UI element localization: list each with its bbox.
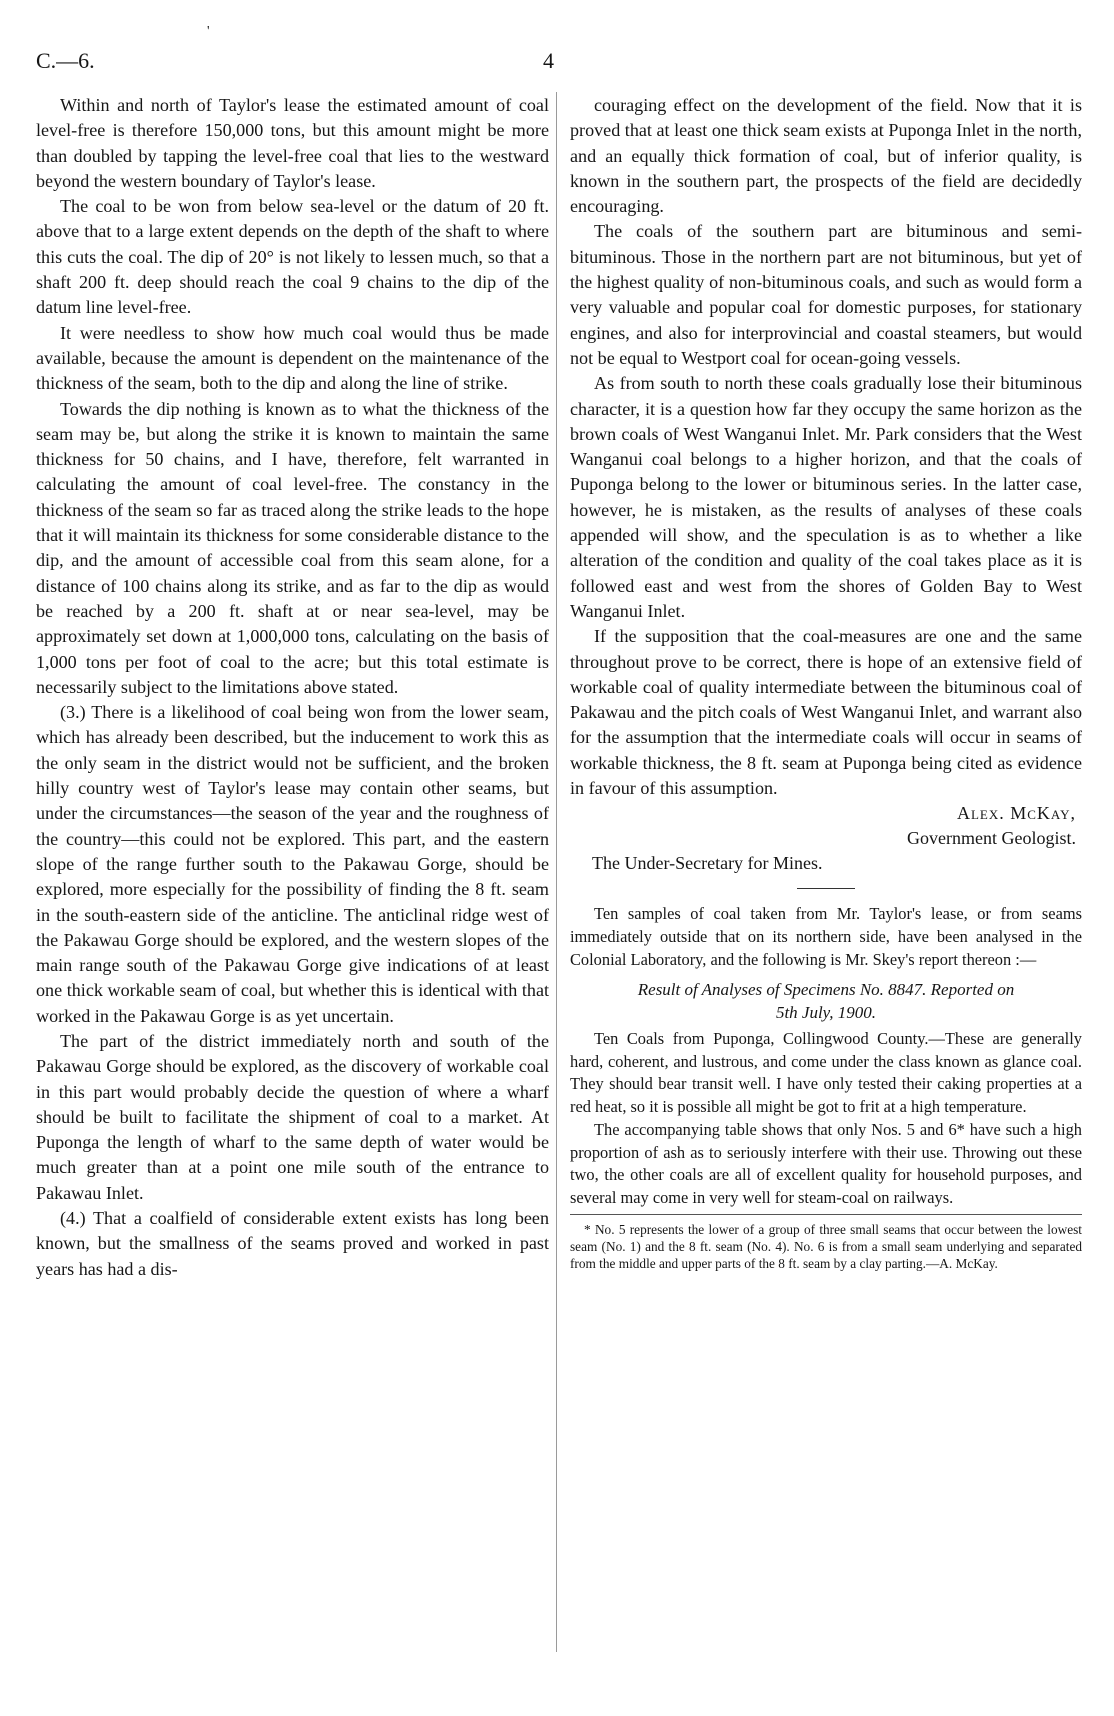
paragraph: If the supposition that the coal-measures are one and the same throughout prove to be correct, there is hope of an extensive field of workable coal of quality intermediate between the bituminous coal of Pakawau and the pitch coals of West Wanganui Inlet, and warrant also for the assumption that the intermediate coals will occur in seams of workable thickness, the 8 ft. seam at Puponga being cited as evidence in favour of this assumption.	[570, 626, 1082, 799]
paragraph: Ten samples of coal taken from Mr. Taylor's lease, or from seams immediately outside that on its northern side, have been analysed in the Colonial Laboratory, and the following is Mr. Skey's report thereon :—	[570, 904, 1082, 969]
result-title	[570, 978, 1082, 1024]
footnote: * No. 5 represents the lower of a group of three small seams that occur between the lowest seam (No. 1) and the 8 ft. seam (No. 4). No. 6 is from a small seam underlying and separated from the middle and upper parts of the 8 ft. seam by a clay parting.—A. McKay.	[570, 1222, 1082, 1272]
document-code: C.—6.	[36, 48, 95, 73]
paragraph: Within and north of Taylor's lease the estimated amount of coal level-free is therefore 150,000 tons, but this amount might be more than doubled by tapping the level-free coal that lies to the westward beyond the western boundary of Taylor's lease.	[36, 95, 549, 191]
paragraph: It were needless to show how much coal would thus be made available, because the amount is dependent on the maintenance of the thickness of the seam, both to the dip and along the line of strike.	[36, 322, 549, 394]
paragraph: (3.) There is a likelihood of coal being won from the lower seam, which has already been described, but the inducement to work this as the only seam in the district would not be sufficient, and the broken hilly country west of Taylor's lease may contain other seams, but under the circumstances—the season of the year and the roughness of the country—this could not be explored. This part, and the eastern slope of the range further south to the Pakawau Gorge, should be explored, more especially for the possibility of finding the 8 ft. seam in the south-eastern side of the anticline. The anticlinal ridge west of the Pakawau Gorge should be explored, and the western slopes of the main range south of the Pakawau Gorge give indications of at least one thick workable seam of coal, but whether this is identical with that worked in the Pakawau Gorge is as yet uncertain.	[36, 702, 549, 1026]
paragraph: (4.) That a coalfield of considerable extent exists has long been known, but the smallness of the seams proved and worked in past years has had a dis-	[36, 1208, 549, 1279]
paragraph: Ten Coals from Puponga, Collingwood County.—These are generally hard, coherent, and lustrous, and come under the class known as glance coal. They should bear transit well. I have only tested their caking properties at a red heat, so it is possible all might be got to frit at a high temperature.	[570, 1028, 1082, 1117]
left-column	[36, 93, 549, 1282]
result-title-line: Result of Analyses of Specimens No. 8847. Reported on	[637, 979, 1015, 999]
result-title-line: 5th July, 1900.	[775, 1002, 877, 1022]
signature-block	[570, 801, 1082, 851]
footnote-rule	[570, 1214, 1082, 1215]
paragraph: Towards the dip nothing is known as to what the thickness of the seam may be, but along the strike it is known to maintain the same thickness for 50 chains, and I have, therefore, felt warranted in calculating the amount of coal level-free. The constancy in the thickness of the seam so far as traced along the strike leads to the hope that it will maintain its thickness for some considerable distance to the dip, and the amount of accessible coal from this seam alone, for a distance of 100 chains along its strike, and as far to the dip as would be reached by a 200 ft. shaft at or near sea-level, may be approximately set down at 1,000,000 tons, calculating on the basis of 1,000 tons per foot of coal to the acre; but this total estimate is necessarily subject to the limitations above stated.	[36, 398, 549, 697]
page-header	[36, 24, 1076, 78]
signature-title: Government Geologist.	[907, 828, 1076, 849]
stray-mark: '	[207, 24, 210, 39]
page-number: 4	[543, 48, 554, 73]
column-divider	[556, 92, 557, 1652]
paragraph: The accompanying table shows that only Nos. 5 and 6* have such a high proportion of ash as to seriously interfere with their use. Throwing out these two, the other coals are all of excellent quality for household purposes, and several may come in very well for steam-coal on railways.	[570, 1119, 1082, 1208]
right-column	[570, 93, 1082, 1272]
paragraph: As from south to north these coals gradually lose their bituminous character, it is a question how far they occupy the same horizon as the brown coals of West Wanganui Inlet. Mr. Park considers that the West Wanganui coal belongs to a higher horizon, and that the coals of Puponga belong to the lower or bituminous series. In the latter case, however, he is mistaken, as the results of analyses of these coals appended will show, and the speculation is as to whether a like alteration of the condition and quality of the coal takes place as it is followed east and west from the shores of Golden Bay to West Wanganui Inlet.	[570, 373, 1082, 621]
signature-name: Alex. McKay,	[956, 803, 1076, 824]
addressee: The Under-Secretary for Mines.	[592, 853, 823, 874]
paragraph: The part of the district immediately north and south of the Pakawau Gorge should be explored, as the discovery of workable coal in this part would probably decide the question of where a wharf should be built to facilitate the shipment of coal to a market. At Puponga the length of wharf to the same depth of water would be much greater than at a point one mile south of the entrance to Pakawau Inlet.	[36, 1030, 549, 1203]
paragraph: The coal to be won from below sea-level or the datum of 20 ft. above that to a large extent depends on the depth of the shaft to where this cuts the coal. The dip of 20° is not likely to lessen much, so that a shaft 200 ft. deep should reach the coal 9 chains to the dip of the datum line level-free.	[36, 196, 549, 318]
paragraph: couraging effect on the development of the field. Now that it is proved that at least one thick seam exists at Puponga Inlet in the north, and an equally thick formation of coal, but of inferior quality, is known in the southern part, the prospects of the field are decidedly encouraging.	[570, 95, 1082, 217]
analysis-section	[570, 903, 1082, 1210]
paragraph: The coals of the southern part are bituminous and semi-bituminous. Those in the northern part are not bituminous, but yet of the highest quality of non-bituminous coals, and such as would form a very valuable and popular coal for domestic purposes, for stationary engines, and also for interprovincial and coastal steamers, but would not be equal to Westport coal for ocean-going vessels.	[570, 221, 1082, 368]
section-rule	[797, 888, 855, 889]
